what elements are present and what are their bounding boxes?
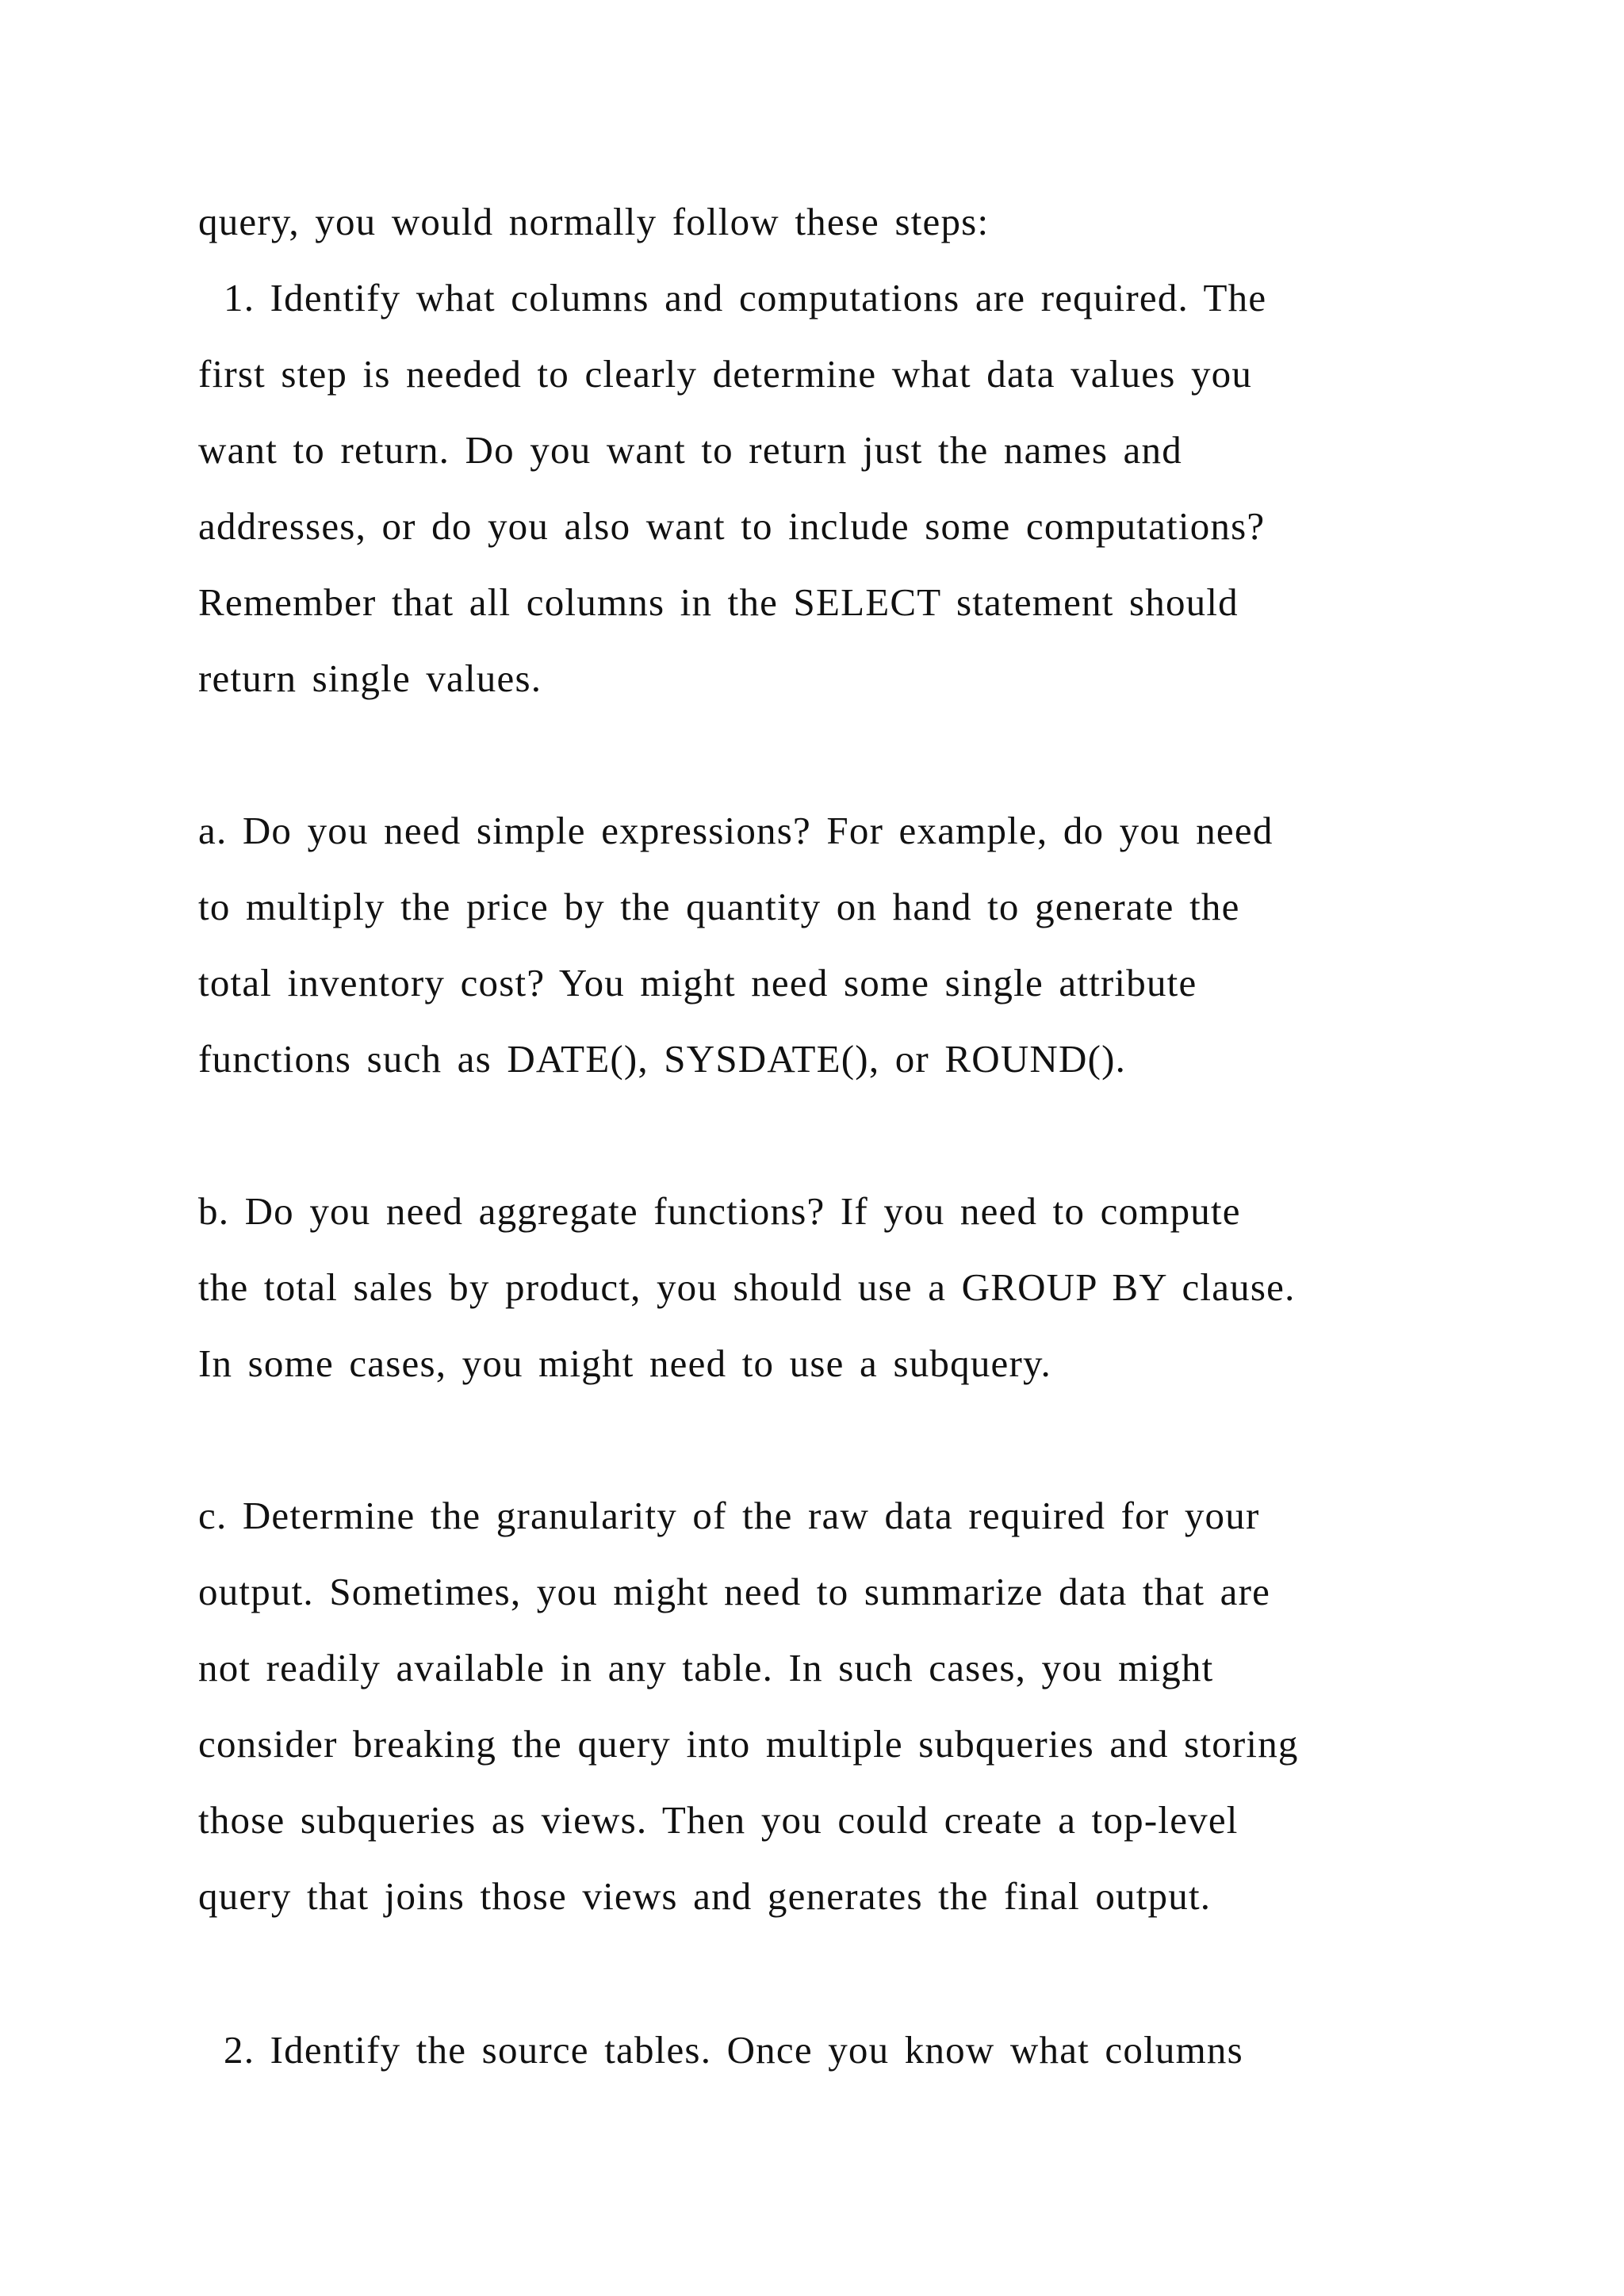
- text-line: the total sales by product, you should use a GROUP BY clause.: [198, 1265, 1296, 1309]
- step-1-line: 1. Identify what columns and computations are required. The: [224, 276, 1267, 320]
- text-line: In some cases, you might need to use a subquery.: [198, 1341, 1051, 1385]
- text-line: want to return. Do you want to return just the names and: [198, 428, 1182, 472]
- text-line: query, you would normally follow these steps:: [198, 200, 990, 243]
- text-line: to multiply the price by the quantity on hand to generate the: [198, 885, 1240, 928]
- item-a-line: a. Do you need simple expressions? For example, do you need: [198, 809, 1274, 852]
- text-line: return single values.: [198, 656, 542, 700]
- text-line: consider breaking the query into multiple subqueries and storing: [198, 1722, 1299, 1766]
- text-line: functions such as DATE(), SYSDATE(), or ROUND().: [198, 1037, 1127, 1081]
- text-line: addresses, or do you also want to include some computations?: [198, 504, 1266, 548]
- text-line: first step is needed to clearly determine what data values you: [198, 352, 1253, 396]
- text-line: not readily available in any table. In such cases, you might: [198, 1646, 1214, 1689]
- text-line: output. Sometimes, you might need to summarize data that are: [198, 1570, 1271, 1613]
- item-c-line: c. Determine the granularity of the raw data required for your: [198, 1494, 1260, 1537]
- item-b-line: b. Do you need aggregate functions? If you need to compute: [198, 1189, 1241, 1233]
- text-line: those subqueries as views. Then you could create a top-level: [198, 1798, 1239, 1842]
- step-2-line: 2. Identify the source tables. Once you know what columns: [224, 2028, 1243, 2072]
- text-line: query that joins those views and generates the final output.: [198, 1874, 1212, 1918]
- text-line: Remember that all columns in the SELECT statement should: [198, 580, 1239, 624]
- text-line: total inventory cost? You might need some single attribute: [198, 961, 1197, 1004]
